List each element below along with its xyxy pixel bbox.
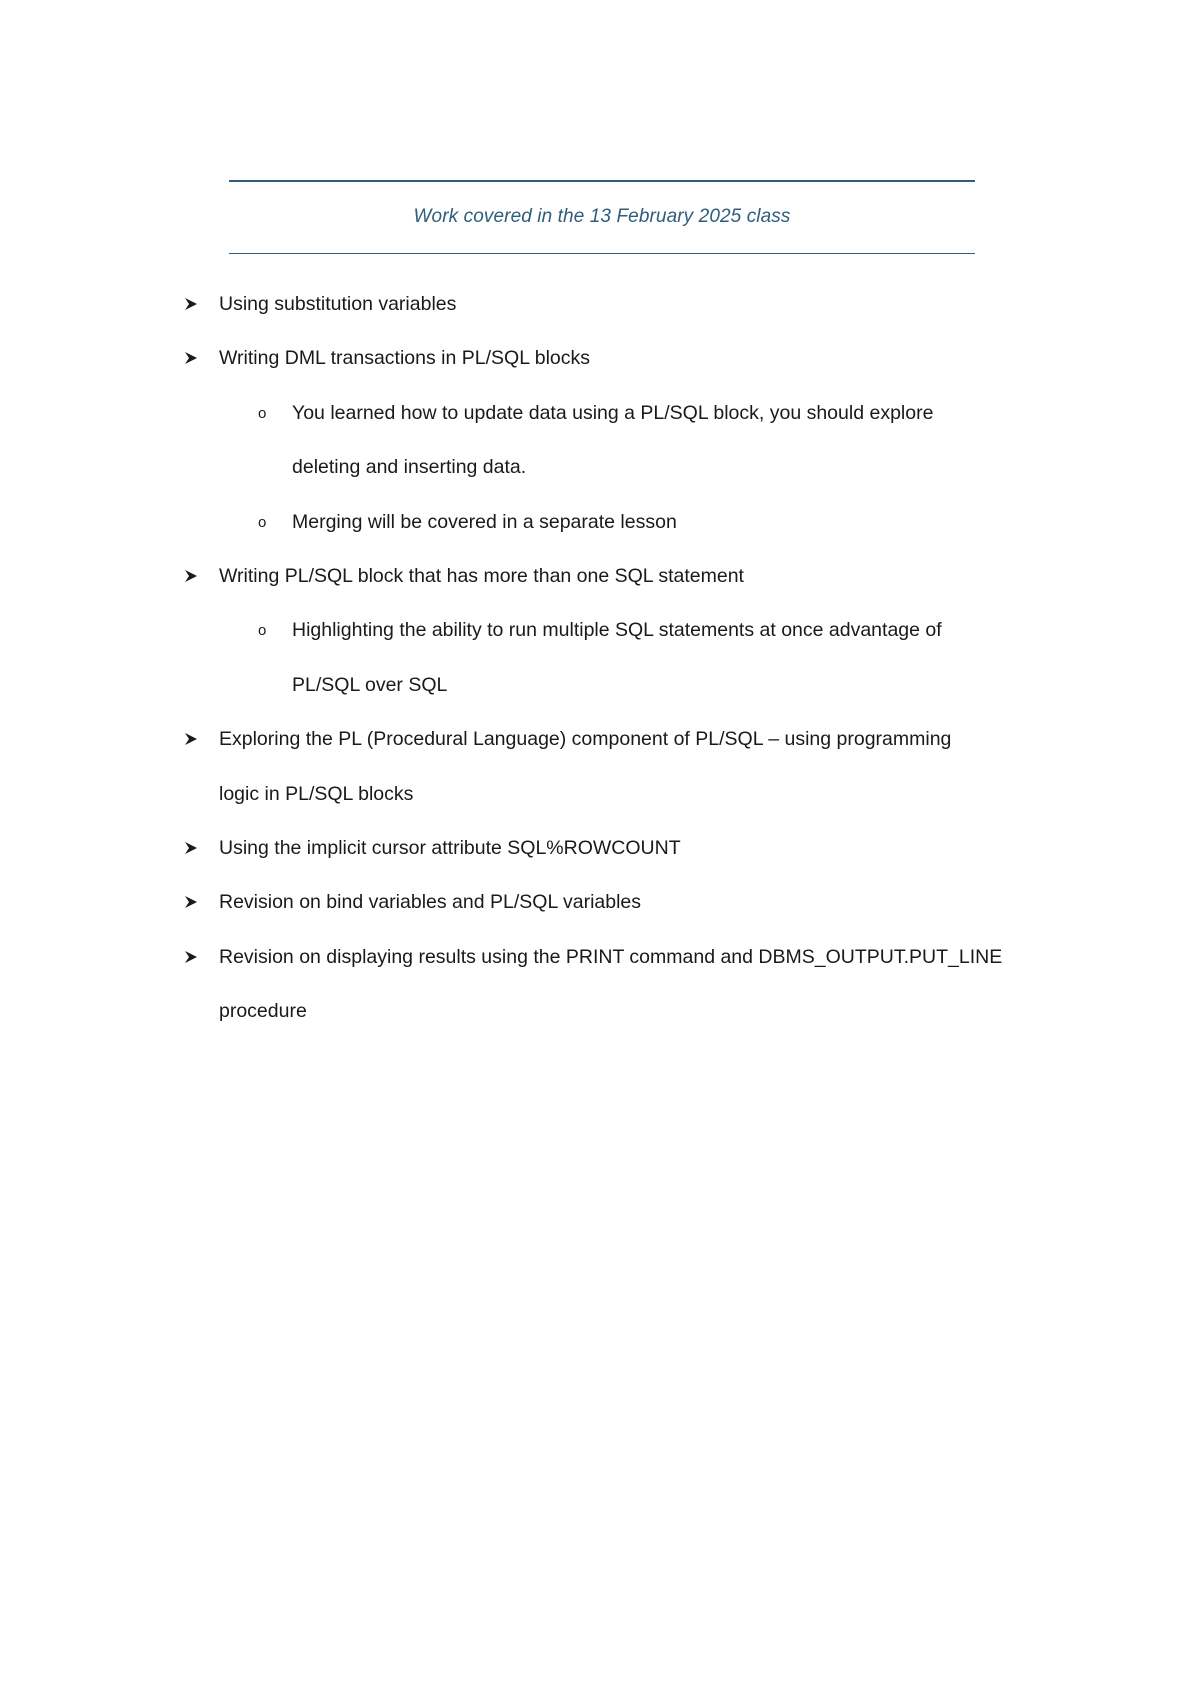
topic-list — [0, 286, 1200, 1047]
list-item-text: Exploring the PL (Procedural Language) component of PL/SQL – using programming — [219, 728, 952, 751]
sub-list-item-text: PL/SQL over SQL — [292, 673, 448, 696]
list-item-text: Writing PL/SQL block that has more than one SQL statement — [219, 564, 744, 587]
arrowhead-bullet-icon — [184, 732, 198, 746]
arrowhead-bullet-icon — [184, 950, 198, 964]
circle-bullet-icon: o — [258, 622, 267, 640]
list-item — [0, 939, 1200, 993]
list-item-text: logic in PL/SQL blocks — [219, 782, 414, 805]
list-item-text: Writing DML transactions in PL/SQL blocks — [219, 347, 591, 370]
list-item-continuation — [0, 776, 1200, 830]
list-item-text: procedure — [219, 1000, 307, 1023]
sub-list-item-text: Highlighting the ability to run multiple SQL statements at once advantage of — [292, 619, 942, 642]
list-item — [0, 340, 1200, 394]
title-block — [229, 180, 975, 254]
sub-list-item-text: deleting and inserting data. — [292, 456, 527, 479]
document-title: Work covered in the 13 February 2025 class — [413, 206, 791, 227]
sub-list-item — [0, 504, 1200, 558]
sub-list-item-continuation — [0, 667, 1200, 721]
sub-list-item-continuation — [0, 449, 1200, 503]
list-item-text: Revision on displaying results using the PRINT command and DBMS_OUTPUT.PUT_LINE — [219, 945, 1003, 968]
list-item — [0, 721, 1200, 775]
list-item — [0, 884, 1200, 938]
list-item-text: Revision on bind variables and PL/SQL variables — [219, 891, 642, 914]
arrowhead-bullet-icon — [184, 569, 198, 583]
arrowhead-bullet-icon — [184, 841, 198, 855]
arrowhead-bullet-icon — [184, 351, 198, 365]
circle-bullet-icon: o — [258, 513, 267, 531]
sub-list-item — [0, 395, 1200, 449]
arrowhead-bullet-icon — [184, 297, 198, 311]
circle-bullet-icon: o — [258, 404, 267, 422]
sub-list-item-text: You learned how to update data using a PL/SQL block, you should explore — [292, 401, 934, 424]
list-item-text: Using the implicit cursor attribute SQL%ROWCOUNT — [219, 836, 681, 859]
arrowhead-bullet-icon — [184, 895, 198, 909]
sub-list-item-text: Merging will be covered in a separate lesson — [292, 510, 677, 533]
list-item-text: Using substitution variables — [219, 293, 457, 315]
list-item-continuation — [0, 993, 1200, 1047]
sub-list-item — [0, 612, 1200, 666]
list-item — [0, 286, 1200, 340]
list-item — [0, 558, 1200, 612]
list-item — [0, 830, 1200, 884]
